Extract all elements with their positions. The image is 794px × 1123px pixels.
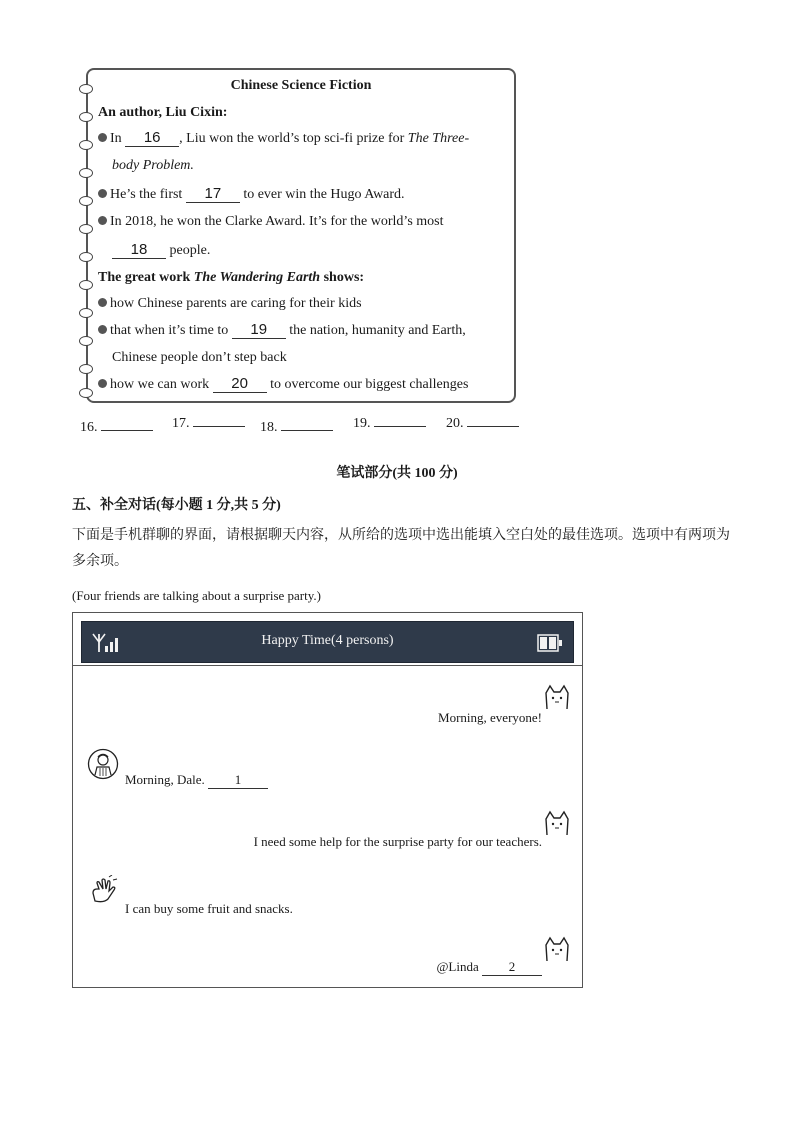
bullet-icon — [98, 216, 107, 225]
bullet-icon — [98, 325, 107, 334]
ring-icon — [79, 336, 93, 346]
work-heading-pre: The great work — [98, 270, 194, 285]
cat-avatar-icon — [543, 809, 571, 839]
blank-1[interactable]: 1 — [208, 772, 268, 789]
work-heading-post: shows: — [320, 270, 365, 285]
line1-text: In — [110, 131, 122, 146]
blank-16[interactable]: 16 — [125, 130, 179, 147]
line1-text-post: , Liu won the world’s top sci-fi prize for — [179, 131, 408, 146]
bullet-icon — [98, 189, 107, 198]
notebook-line-3 — [98, 186, 405, 203]
bullet-icon — [98, 133, 107, 142]
answer-line[interactable] — [193, 426, 245, 427]
answer-18[interactable] — [260, 420, 333, 436]
notebook-rings — [79, 84, 95, 394]
line3-text-post: to ever win the Hugo Award. — [243, 187, 405, 202]
notebook-line-4 — [98, 214, 444, 230]
line7-text-post: the nation, humanity and Earth, — [289, 323, 466, 338]
notebook-line-8 — [112, 350, 287, 366]
chat-message-1: Morning, everyone! — [438, 710, 542, 725]
hand-avatar-icon — [89, 875, 119, 907]
answer-label: 18. — [260, 420, 278, 435]
line9-text: how we can work — [110, 377, 210, 392]
answer-17[interactable] — [172, 416, 245, 432]
bullet-icon — [98, 298, 107, 307]
line9-text-post: to overcome our biggest challenges — [270, 377, 469, 392]
ring-icon — [79, 112, 93, 122]
chat-window — [72, 612, 583, 988]
notebook-line-9 — [98, 376, 468, 393]
answer-line[interactable] — [281, 430, 333, 431]
answer-16[interactable] — [80, 420, 153, 436]
chat-message-4: I can buy some fruit and snacks. — [125, 901, 293, 916]
notebook-title: Chinese Science Fiction — [230, 78, 372, 93]
answer-line[interactable] — [467, 426, 519, 427]
ring-icon — [79, 280, 93, 290]
ring-icon — [79, 252, 93, 262]
line3-text: He’s the first — [110, 187, 183, 202]
notebook-line-5 — [112, 242, 210, 259]
notebook-line-6 — [98, 296, 362, 312]
answer-line[interactable] — [101, 430, 153, 431]
work-heading — [98, 270, 364, 286]
work-heading-italic: The Wandering Earth — [193, 270, 321, 285]
ring-icon — [79, 364, 93, 374]
line4-text: In 2018, he won the Clarke Award. It’s for the world’s most — [110, 214, 444, 229]
ring-icon — [79, 140, 93, 150]
ring-icon — [79, 224, 93, 234]
notebook-card — [86, 68, 516, 403]
chat-message-5 — [436, 959, 542, 976]
chat-message-2 — [125, 772, 268, 789]
answer-label: 20. — [446, 416, 464, 431]
bullet-icon — [98, 379, 107, 388]
answer-19[interactable] — [353, 416, 426, 432]
blank-2[interactable]: 2 — [482, 959, 542, 976]
part-title: 五、补全对话(每小题 1 分,共 5 分) — [72, 498, 281, 513]
context-note: (Four friends are talking about a surprise party.) — [72, 588, 321, 603]
instructions: 下面是手机群聊的界面，请根据聊天内容，从所给的选项中选出能填入空白处的最佳选项。选项中有两项为多余项。 — [72, 528, 730, 569]
message-2-text: Morning, Dale. — [125, 772, 205, 787]
blank-18[interactable]: 18 — [112, 242, 166, 259]
chat-message-3: I need some help for the surprise party for our teachers. — [253, 834, 542, 849]
chat-title: Happy Time(4 persons) — [261, 633, 394, 648]
ring-icon — [79, 168, 93, 178]
chat-header — [81, 621, 574, 663]
chat-divider — [73, 665, 582, 666]
line7-text: that when it’s time to — [110, 323, 229, 338]
line6-text: how Chinese parents are caring for their kids — [110, 296, 362, 311]
ring-icon — [79, 388, 93, 398]
answer-20[interactable] — [446, 416, 519, 432]
answer-label: 17. — [172, 416, 190, 431]
cat-avatar-icon — [543, 683, 571, 713]
line8-text: Chinese people don’t step back — [112, 350, 287, 365]
notebook-line-2 — [112, 158, 194, 174]
line2-italic: body Problem. — [112, 158, 194, 173]
person-avatar-icon — [87, 748, 119, 780]
blank-17[interactable]: 17 — [186, 186, 240, 203]
ring-icon — [79, 196, 93, 206]
notebook-line-1 — [98, 130, 469, 147]
blank-19[interactable]: 19 — [232, 322, 286, 339]
answer-line[interactable] — [374, 426, 426, 427]
answer-label: 19. — [353, 416, 371, 431]
line1-italic: The Three- — [407, 131, 470, 146]
ring-icon — [79, 308, 93, 318]
battery-icon — [537, 634, 563, 652]
blank-20[interactable]: 20 — [213, 376, 267, 393]
message-5-text: @Linda — [436, 959, 479, 974]
notebook-line-7 — [98, 322, 466, 339]
cat-avatar-icon — [543, 935, 571, 965]
section-title: 笔试部分(共 100 分) — [336, 466, 458, 481]
answer-label: 16. — [80, 420, 98, 435]
author-heading: An author, Liu Cixin: — [98, 105, 228, 120]
line5-text: people. — [169, 243, 211, 258]
